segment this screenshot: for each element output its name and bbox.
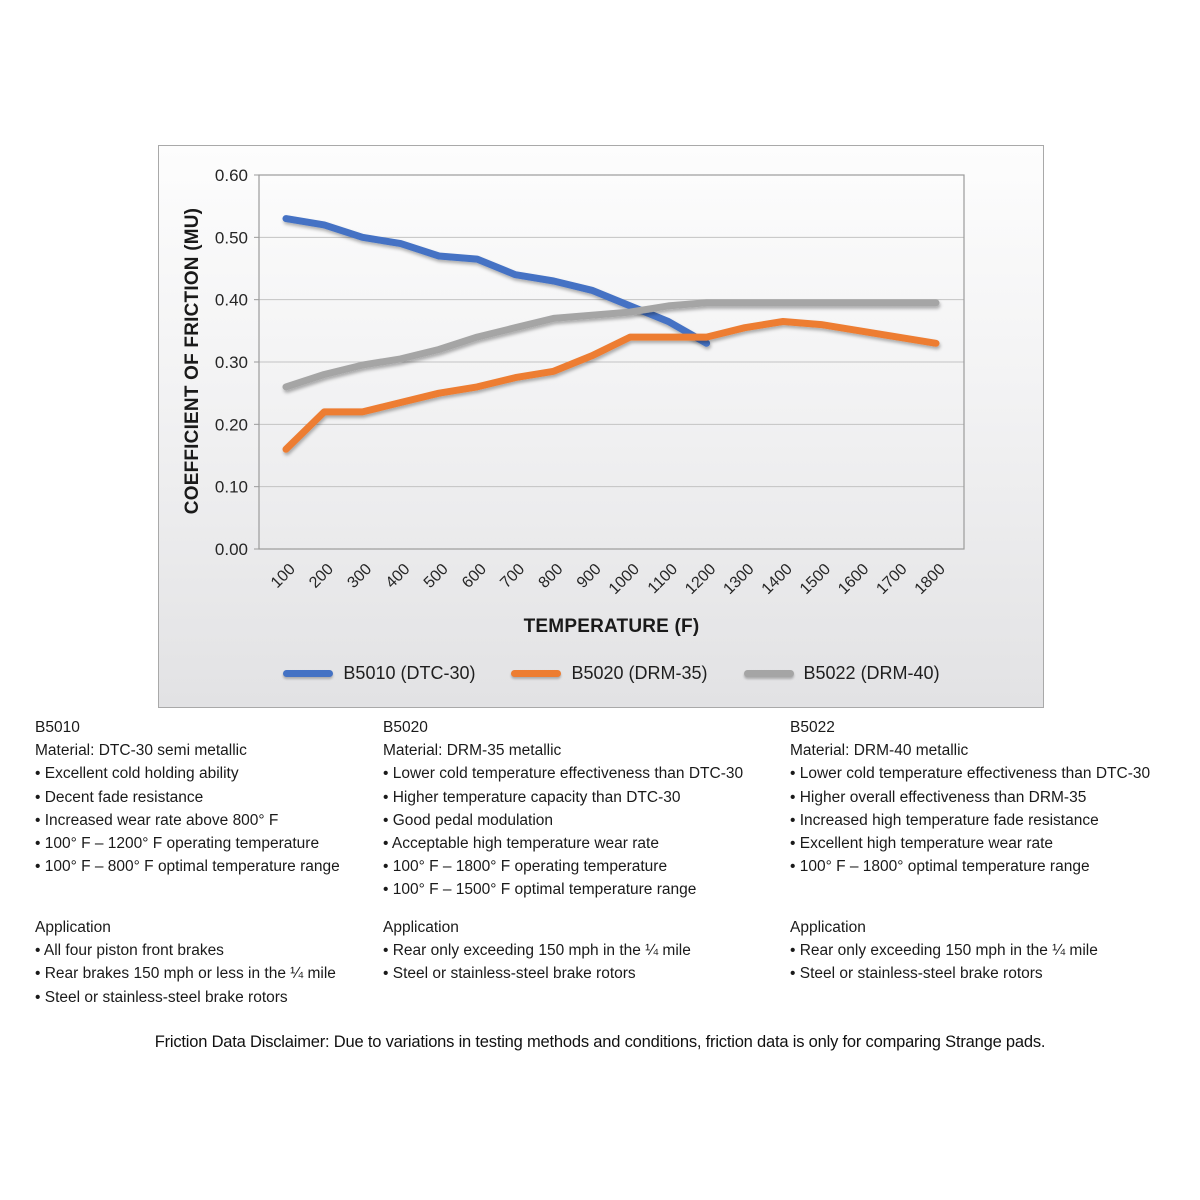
- text-line: • 100° F – 1800° optimal temperature range: [790, 858, 1090, 876]
- legend-label: B5020 (DRM-35): [571, 662, 708, 683]
- x-tick-label: 500: [420, 560, 452, 592]
- application-list: [790, 939, 1098, 985]
- text-line: • Lower cold temperature effectiveness than DTC-30: [383, 765, 744, 783]
- x-tick-label: 400: [382, 560, 414, 592]
- text-line: • 100° F – 1800° F operating temperature: [383, 858, 668, 876]
- application-list: [35, 939, 336, 1009]
- text-line: • Good pedal modulation: [383, 811, 554, 829]
- legend-swatch-b5010: [283, 670, 333, 677]
- info-column-b5010: [35, 716, 380, 1006]
- text-line: • Higher overall effectiveness than DRM-35: [790, 788, 1087, 806]
- text-line: • Steel or stainless-steel brake rotors: [383, 965, 636, 983]
- y-tick-label: 0.50: [214, 228, 248, 248]
- application-block: [383, 916, 691, 986]
- text-line: • 100° F – 1200° F operating temperature: [35, 834, 320, 852]
- text-line: • 100° F – 800° F optimal temperature range: [35, 858, 340, 876]
- text-line: Material: DRM-40 metallic: [790, 742, 969, 760]
- x-tick-label: 1000: [605, 560, 643, 598]
- x-axis-title: TEMPERATURE (F): [523, 616, 700, 637]
- x-tick-label: 1200: [682, 560, 720, 598]
- product-heading: B5020: [383, 719, 428, 736]
- chart-legend: [259, 660, 964, 686]
- legend-swatch-b5022: [744, 670, 794, 677]
- application-heading: Application: [383, 919, 459, 936]
- x-tick-label: 1800: [911, 560, 949, 598]
- x-tick-label: 1300: [720, 560, 758, 598]
- application-block: [790, 916, 1098, 986]
- legend-label: B5010 (DTC-30): [343, 662, 476, 683]
- text-line: • Excellent high temperature wear rate: [790, 834, 1054, 852]
- legend-label: B5022 (DRM-40): [803, 662, 940, 683]
- text-line: • Acceptable high temperature wear rate: [383, 834, 659, 852]
- text-line: • Decent fade resistance: [35, 788, 204, 806]
- y-tick-label: 0.10: [214, 477, 248, 497]
- application-heading: Application: [790, 919, 866, 936]
- y-tick-label: 0.60: [214, 166, 248, 185]
- series-line-b5020-drm-35: [286, 322, 936, 450]
- text-line: • Increased high temperature fade resistance: [790, 811, 1099, 829]
- text-line: • All four piston front brakes: [35, 942, 224, 960]
- x-tick-label: 1600: [835, 560, 873, 598]
- text-line: • Higher temperature capacity than DTC-30: [383, 788, 681, 806]
- product-heading: B5022: [790, 719, 835, 736]
- y-tick-label: 0.00: [214, 540, 248, 559]
- spec-list: [35, 739, 380, 878]
- text-line: • Rear only exceeding 150 mph in the ¼ mile: [790, 942, 1098, 960]
- legend-item-b5010: [283, 663, 475, 684]
- text-line: Material: DRM-35 metallic: [383, 742, 562, 760]
- y-tick-label: 0.20: [214, 415, 248, 435]
- friction-chart-card: [158, 145, 1044, 708]
- text-line: • Increased wear rate above 800° F: [35, 811, 279, 829]
- legend-swatch-b5020: [511, 670, 561, 677]
- x-tick-label: 900: [573, 560, 605, 592]
- x-tick-label: 600: [459, 560, 491, 592]
- text-line: • Steel or stainless-steel brake rotors: [790, 965, 1043, 983]
- info-column-b5020: [383, 716, 788, 983]
- x-tick-label: 300: [344, 560, 376, 592]
- x-tick-label: 1100: [644, 560, 682, 598]
- product-heading: B5010: [35, 719, 80, 736]
- x-tick-label: 1700: [873, 560, 911, 598]
- y-tick-label: 0.30: [214, 353, 248, 372]
- application-heading: Application: [35, 919, 111, 936]
- y-tick-label: 0.40: [214, 290, 248, 310]
- x-tick-label: 1500: [796, 560, 835, 598]
- info-column-b5022: [790, 716, 1190, 983]
- text-line: • Excellent cold holding ability: [35, 765, 239, 783]
- application-list: [383, 939, 691, 985]
- legend-item-b5022: [744, 663, 940, 684]
- x-tick-label: 100: [267, 560, 299, 592]
- x-tick-label: 200: [306, 560, 338, 592]
- text-line: • Steel or stainless-steel brake rotors: [35, 988, 288, 1006]
- text-line: • 100° F – 1500° F optimal temperature range: [383, 881, 697, 899]
- x-tick-label: 700: [497, 560, 529, 592]
- spec-list: [790, 739, 1190, 878]
- y-axis-title: COEFFICIENT OF FRICTION (MU): [182, 207, 203, 515]
- x-tick-label: 1400: [758, 560, 796, 598]
- text-line: • Rear only exceeding 150 mph in the ¼ mile: [383, 942, 691, 960]
- x-tick-label: 800: [535, 560, 567, 592]
- text-line: • Rear brakes 150 mph or less in the ¼ mile: [35, 965, 336, 983]
- text-line: Material: DTC-30 semi metallic: [35, 742, 247, 760]
- application-block: [35, 916, 336, 1009]
- legend-item-b5020: [511, 663, 707, 684]
- text-line: • Lower cold temperature effectiveness than DTC-30: [790, 765, 1151, 783]
- friction-data-disclaimer: Friction Data Disclaimer: Due to variations in testing methods and conditions, friction data is only for comparing Strange pads.: [154, 1033, 1046, 1051]
- spec-list: [383, 739, 788, 901]
